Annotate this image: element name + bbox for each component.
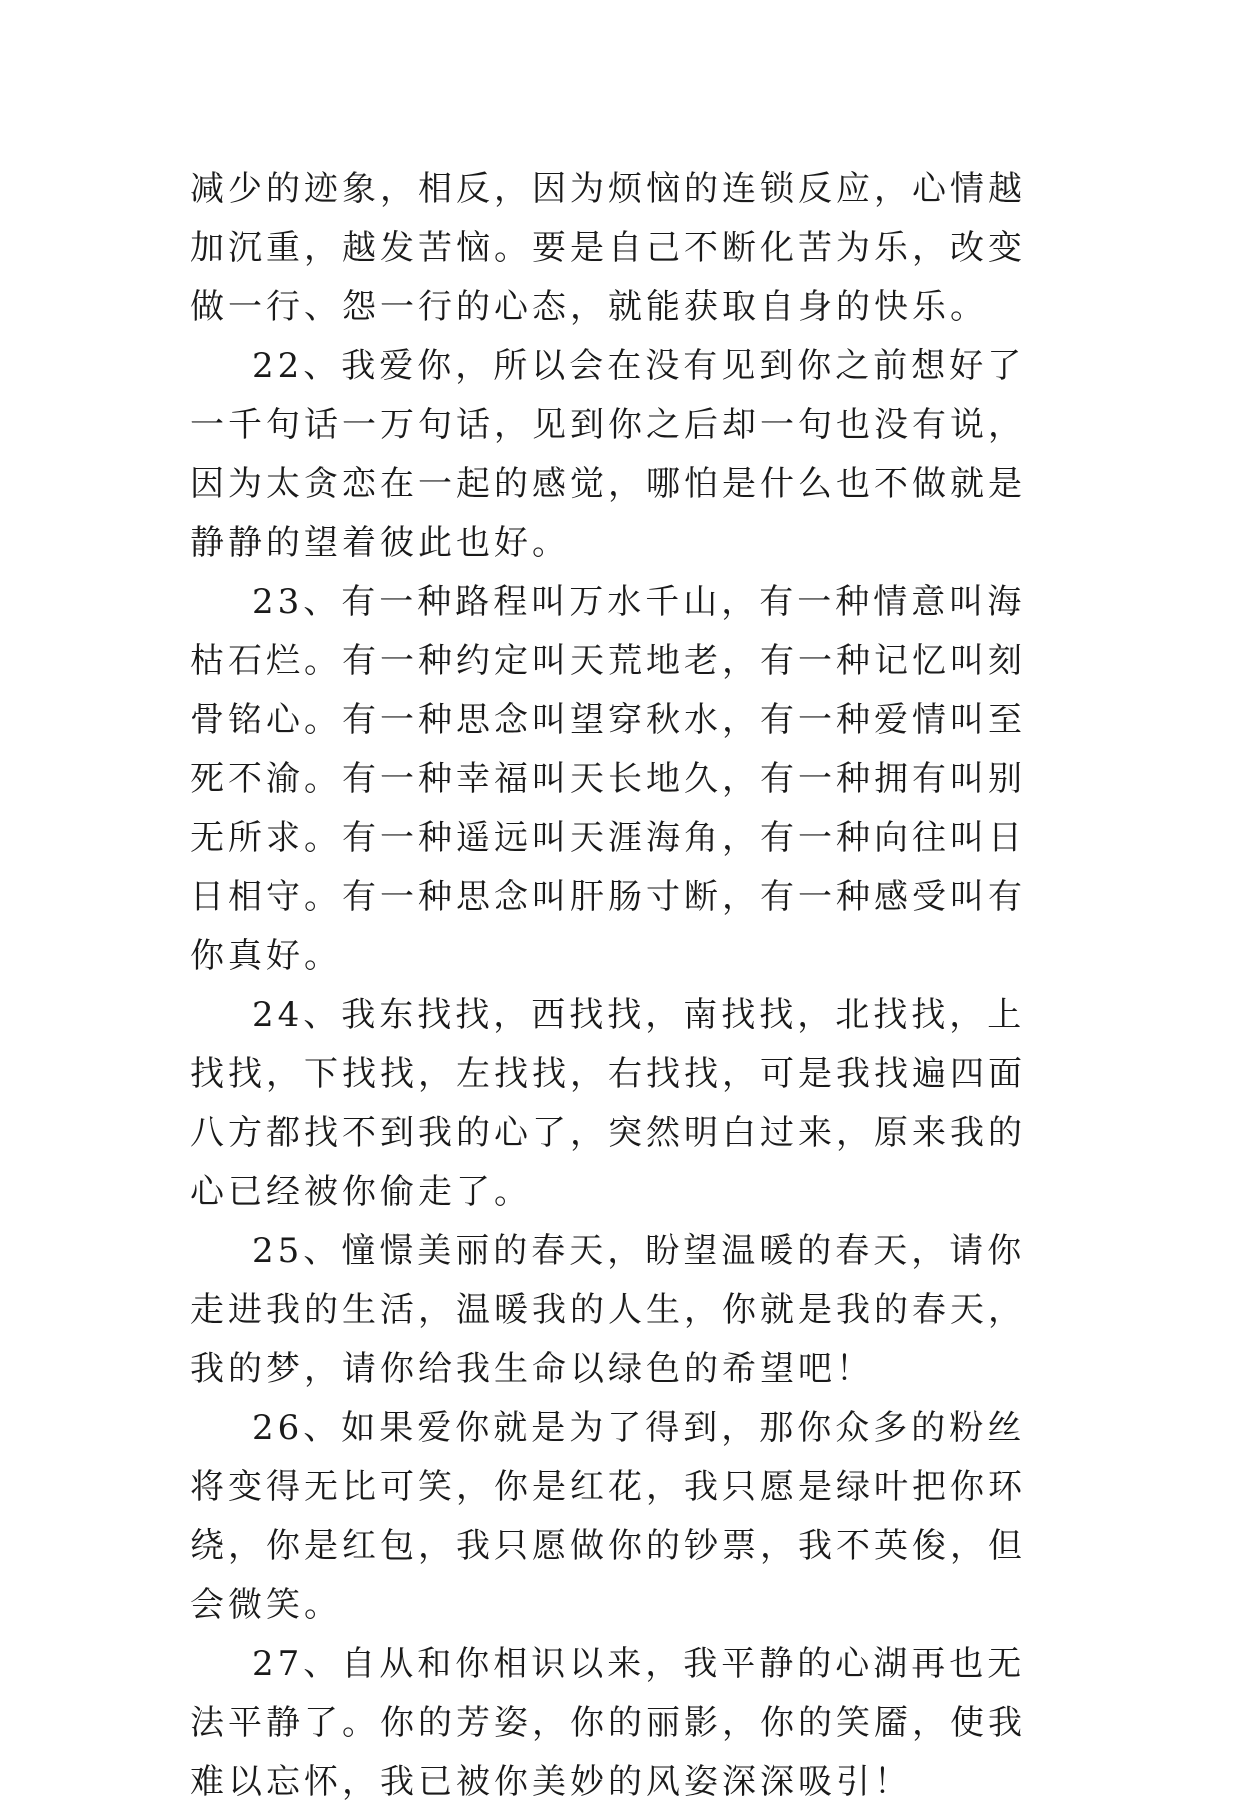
paragraph-27: 27、自从和你相识以来，我平静的心湖再也无法平静了。你的芳姿，你的丽影，你的笑靥，使我难以忘怀，我已被你美妙的风姿深深吸引！ <box>190 1644 1026 1802</box>
paragraph-25: 25、憧憬美丽的春天，盼望温暖的春天，请你走进我的生活，温暖我的人生，你就是我的春天，我的梦，请你给我生命以绿色的希望吧！ <box>190 1231 1026 1389</box>
paragraph-22: 22、我爱你，所以会在没有见到你之前想好了一千句话一万句话，见到你之后却一句也没有说，因为太贪恋在一起的感觉，哪怕是什么也不做就是静静的望着彼此也好。 <box>190 346 1026 563</box>
paragraph-23: 23、有一种路程叫万水千山，有一种情意叫海枯石烂。有一种约定叫天荒地老，有一种记忆叫刻骨铭心。有一种思念叫望穿秋水，有一种爱情叫至死不渝。有一种幸福叫天长地久，有一种拥有叫别无所求。有一种遥远叫天涯海角，有一种向往叫日日相守。有一种思念叫肝肠寸断，有一种感受叫有你真好。 <box>190 582 1026 976</box>
paragraph-24: 24、我东找找，西找找，南找找，北找找，上找找，下找找，左找找，右找找，可是我找遍四面八方都找不到我的心了，突然明白过来，原来我的心已经被你偷走了。 <box>190 995 1026 1212</box>
paragraph-26: 26、如果爱你就是为了得到，那你众多的粉丝将变得无比可笑，你是红花，我只愿是绿叶把你环绕，你是红包，我只愿做你的钞票，我不英俊，但会微笑。 <box>190 1408 1026 1625</box>
document-body <box>190 160 1060 1812</box>
paragraph-continuation: 减少的迹象，相反，因为烦恼的连锁反应，心情越加沉重，越发苦恼。要是自己不断化苦为乐，改变做一行、怨一行的心态，就能获取自身的快乐。 <box>190 169 1026 327</box>
